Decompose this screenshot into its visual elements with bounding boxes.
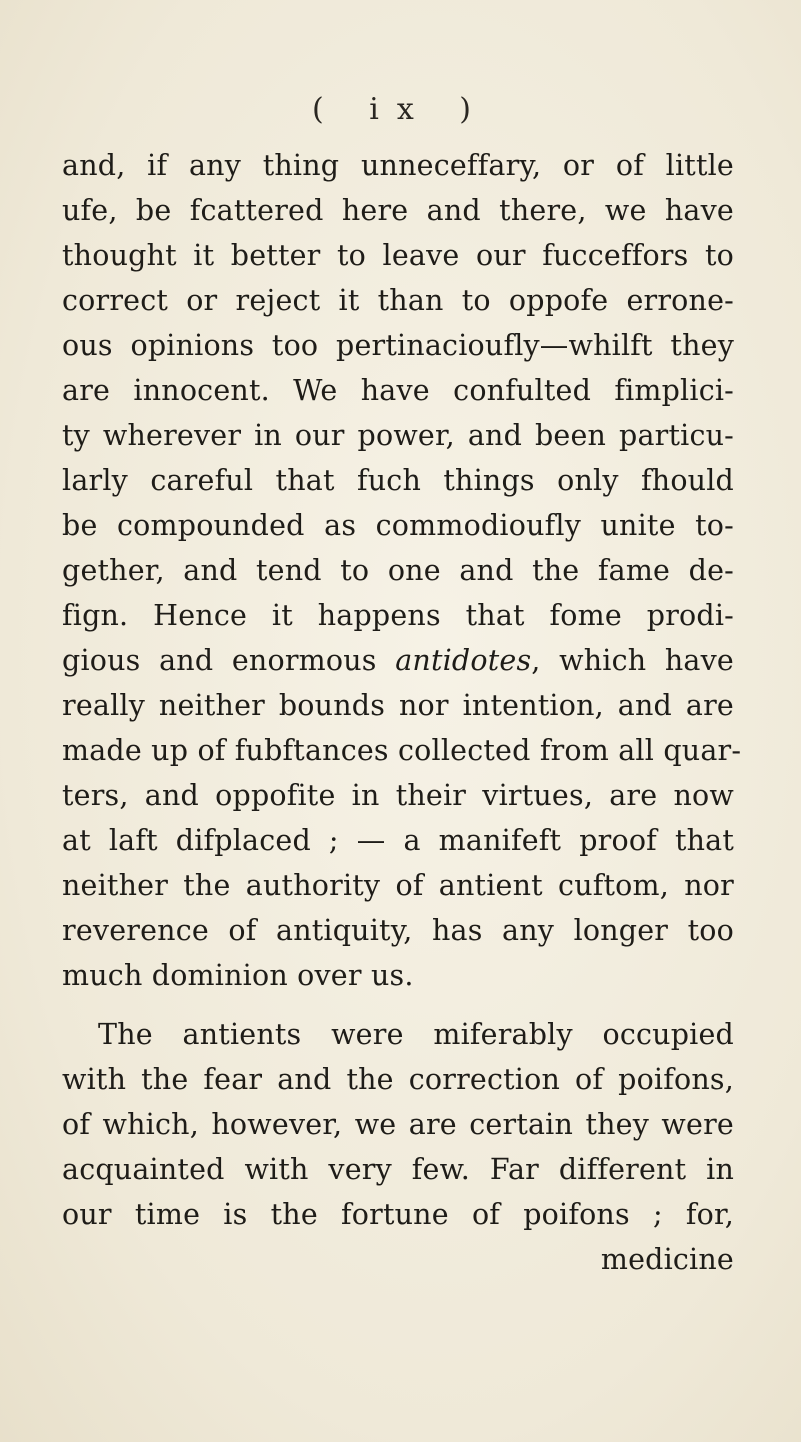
text-line: much dominion over us. [62,959,414,992]
text-line: thought it better to leave our fucceffors to [62,239,734,272]
text-line: of which, however, we are certain they were [62,1108,734,1141]
text-line: The antients were miferably occupied [98,1018,734,1051]
text-line: at laft difplaced ; — a manifeft proof that [62,824,734,857]
line-text-after: , which have [531,644,734,677]
text-line: ufe, be fcattered here and there, we have [62,194,734,227]
text-line: neither the authority of antient cuftom, nor [62,869,734,902]
text-line: and, if any thing unneceffary, or of little [62,149,734,182]
text-line-with-italic [62,638,734,683]
text-line: made up of fubftances collected from all quar- [62,734,742,767]
text-line: our time is the fortune of poifons ; for, [62,1198,734,1231]
text-line: reverence of antiquity, has any longer too [62,914,734,947]
text-line: ters, and oppofite in their virtues, are now [62,779,734,812]
text-line: really neither bounds nor intention, and are [62,689,734,722]
text-line: with the fear and the correction of poifons, [62,1063,734,1096]
text-line: are innocent. We have confulted fimplici- [62,374,734,407]
text-line: correct or reject it than to oppofe errone- [62,284,734,317]
page-number: ( ix ) [312,92,489,127]
catchword: medicine [600,1243,734,1276]
text-line: gether, and tend to one and the fame de- [62,554,734,587]
text-line: ous opinions too pertinacioufly—whilft they [62,329,734,362]
italic-word-antidotes: antidotes [395,644,532,677]
line-text-before: gious and enormous [62,644,396,677]
text-line: be compounded as commodioufly unite to- [62,509,734,542]
body-text [62,143,742,1282]
text-line: ty wherever in our power, and been particu- [62,419,734,452]
text-line: acquainted with very few. Far different in [62,1153,734,1186]
text-line: fign. Hence it happens that fome prodi- [62,599,734,632]
text-line: larly careful that fuch things only fhould [62,464,734,497]
